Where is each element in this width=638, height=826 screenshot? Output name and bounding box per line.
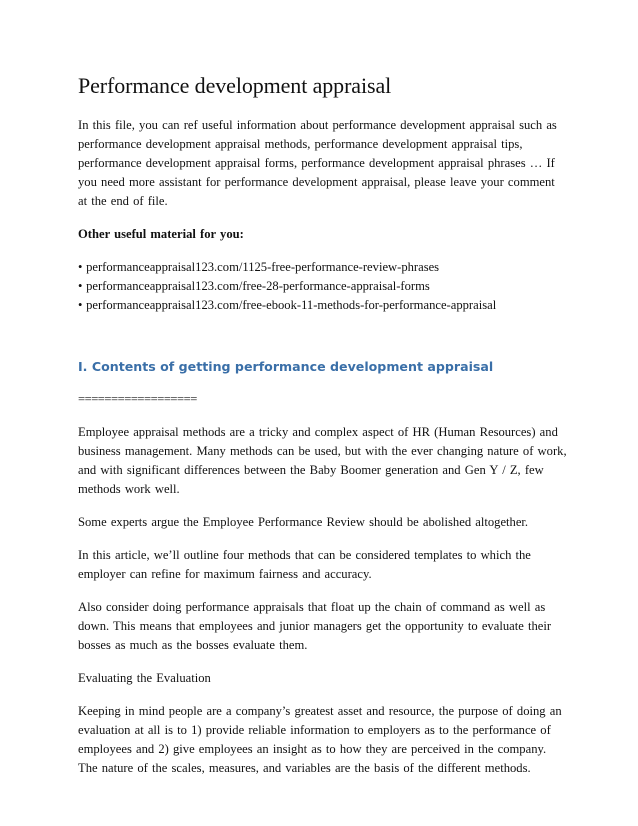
body-paragraph: Keeping in mind people are a company’s greatest asset and resource, the purpose of doing an evaluation at all is to 1) provide reliable information to employers as to the performance of employees and 2) give employees an insight as to how they are perceived in the company. The nature of the scales, measures, and variables are the basis of the different methods. bbox=[78, 704, 562, 775]
body-paragraph: Some experts argue the Employee Performance Review should be abolished altogether. bbox=[78, 515, 529, 529]
section-heading: I. Contents of getting performance development appraisal bbox=[78, 359, 494, 374]
divider-line: ================== bbox=[78, 392, 197, 406]
body-paragraph: Also consider doing performance appraisals that float up the chain of command as well as down. This means that employees and junior managers get the opportunity to evaluate their bosses as much as the bosses evaluate them. bbox=[78, 600, 552, 652]
body-paragraph: Employee appraisal methods are a tricky and complex aspect of HR (Human Resources) and business management. Many methods can be used, but with the ever changing nature of work, and with significant differences between the Baby Boomer generation and Gen Y / Z, few methods work well. bbox=[78, 425, 567, 496]
body-paragraph: In this article, we’ll outline four methods that can be considered templates to which the employer can refine for maximum fairness and accuracy. bbox=[78, 548, 531, 581]
useful-link-item[interactable]: • performanceappraisal123.com/free-28-performance-appraisal-forms bbox=[78, 277, 568, 296]
subheading-paragraph: Evaluating the Evaluation bbox=[78, 671, 211, 685]
useful-link-item[interactable]: • performanceappraisal123.com/free-ebook-11-methods-for-performance-appraisal bbox=[78, 296, 568, 315]
intro-paragraph: In this file, you can ref useful information about performance development appraisal such as performance development appraisal methods, performance development appraisal tips, performance development appraisal forms, performance development appraisal phrases … If you need more assistant for performance development appraisal, please leave your comment at the end of file. bbox=[78, 118, 557, 208]
document-page bbox=[78, 72, 568, 792]
document-title: Performance development appraisal bbox=[78, 73, 392, 98]
useful-link-item[interactable]: • performanceappraisal123.com/1125-free-performance-review-phrases bbox=[78, 258, 568, 277]
useful-material-label: Other useful material for you: bbox=[78, 227, 244, 241]
useful-links-list bbox=[78, 258, 568, 315]
